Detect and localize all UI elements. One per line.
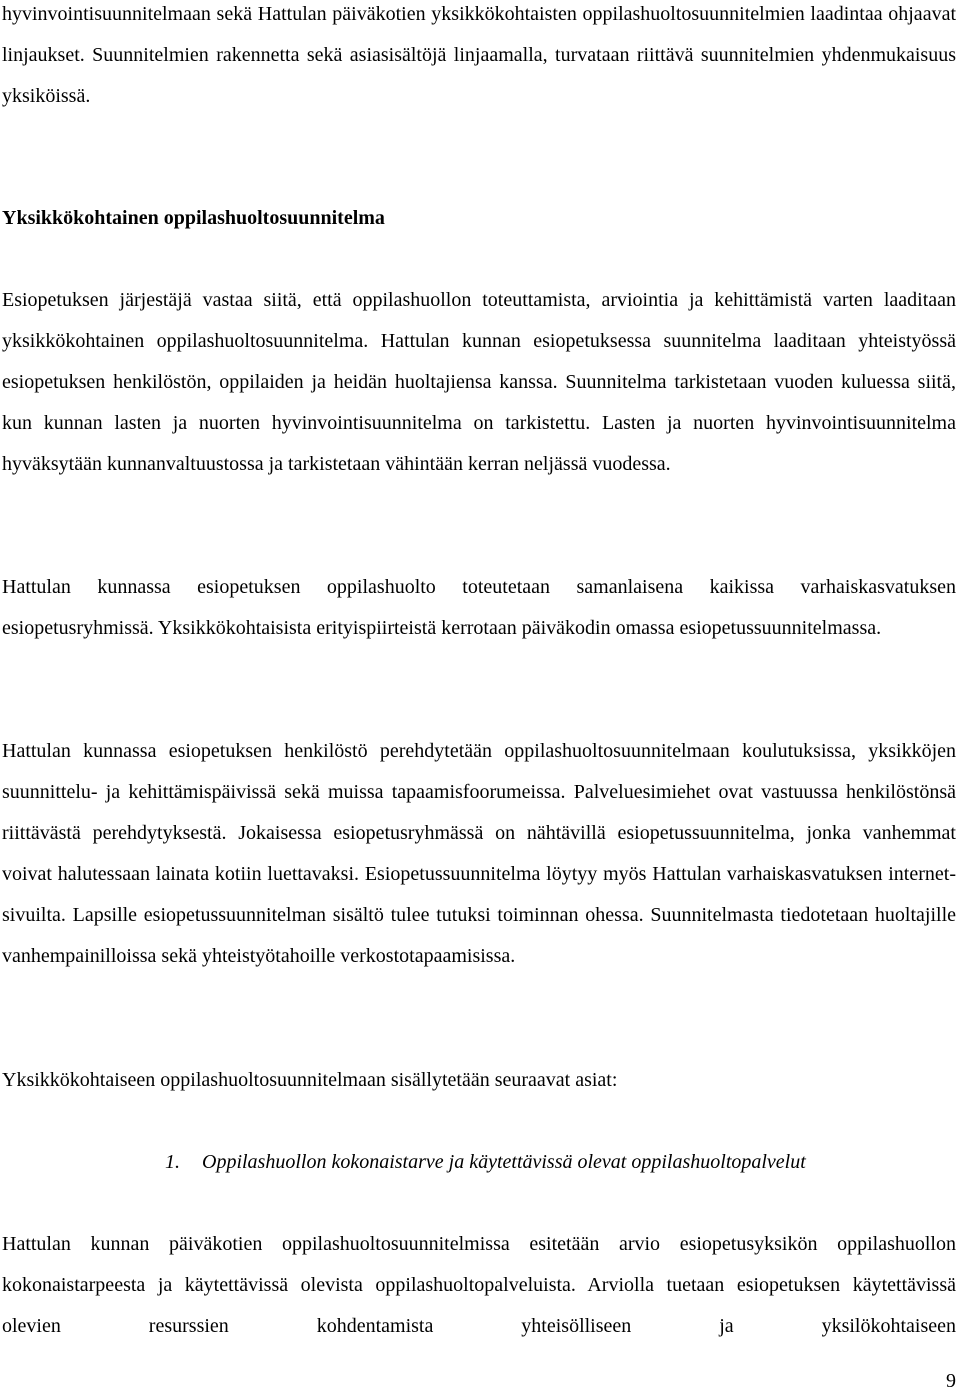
list-item-text: Oppilashuollon kokonaistarve ja käytettävissä olevat oppilashuoltopalvelut (202, 1151, 806, 1173)
paragraph-assessment: Hattulan kunnan päiväkotien oppilashuoltosuunnitelmissa esitetään arvio esiopetusyksikön oppilashuollon kokonaistarpeesta ja käytettävissä olevista oppilashuoltopalveluista. Arviolla tuetaan esiopetuksen käytettävissä olevien resurssien kohdentamista yhteisölliseen ja yksilökohtaiseen (2, 1233, 956, 1337)
section-heading: Yksikkökohtainen oppilashuoltosuunnitelma (2, 207, 385, 229)
paragraph-responsibility: Esiopetuksen järjestäjä vastaa siitä, että oppilashuollon toteuttamista, arviointia ja kehittämistä varten laaditaan yksikkökohtainen oppilashuoltosuunnitelma. Hattulan kunnan esiopetuksessa suunnitelma laaditaan yhteistyössä esiopetuksen henkilöstön, oppilaiden ja heidän huoltajiensa kanssa. Suunnitelma tarkistetaan vuoden kuluessa siitä, kun kunnan lasten ja nuorten hyvinvointisuunnitelma on tarkistettu. Lasten ja nuorten hyvinvointisuunnitelma hyväksytään kunnanvaltuustossa ja tarkistetaan vähintään kerran neljässä vuodessa. (2, 289, 956, 475)
paragraph-list-intro: Yksikkökohtaiseen oppilashuoltosuunnitelmaan sisällytetään seuraavat asiat: (2, 1069, 618, 1091)
paragraph-orientation: Hattulan kunnassa esiopetuksen henkilöstö perehdytetään oppilashuoltosuunnitelmaan koulutuksissa, yksikköjen suunnittelu- ja kehittämispäivissä sekä muissa tapaamisfoorumeissa. Palveluesimiehet ovat vastuussa henkilöstönsä riittävästä perehdytyksestä. Jokaisessa esiopetusryhmässä on nähtävillä esiopetussuunnitelma, jonka vanhemmat voivat halutessaan lainata kotiin luettavaksi. Esiopetussuunnitelma löytyy myös Hattulan varhaiskasvatuksen internet-sivuilta. Lapsille esiopetussuunnitelman sisältö tulee tutuksi toiminnan ohessa. Suunnitelmasta tiedotetaan huoltajille vanhempainilloissa sekä yhteistyötahoille verkostotapaamisissa. (2, 740, 956, 967)
paragraph-intro-continuation: hyvinvointisuunnitelmaan sekä Hattulan päiväkotien yksikkökohtaisten oppilashuoltosuunnitelmien laadintaa ohjaavat linjaukset. Suunnitelmien rakennetta sekä asiasisältöjä linjaamalla, turvataan riittävä suunnitelmien yhdenmukaisuus yksiköissä. (2, 3, 956, 107)
paragraph-implementation: Hattulan kunnassa esiopetuksen oppilashuolto toteutetaan samanlaisena kaikissa varhaiskasvatuksen esiopetusryhmissä. Yksikkökohtaisista erityispiirteistä kerrotaan päiväkodin omassa esiopetussuunnitelmassa. (2, 576, 956, 639)
list-item-number: 1. (165, 1151, 180, 1173)
page-number: 9 (946, 1370, 956, 1392)
numbered-list-item (165, 1142, 806, 1183)
